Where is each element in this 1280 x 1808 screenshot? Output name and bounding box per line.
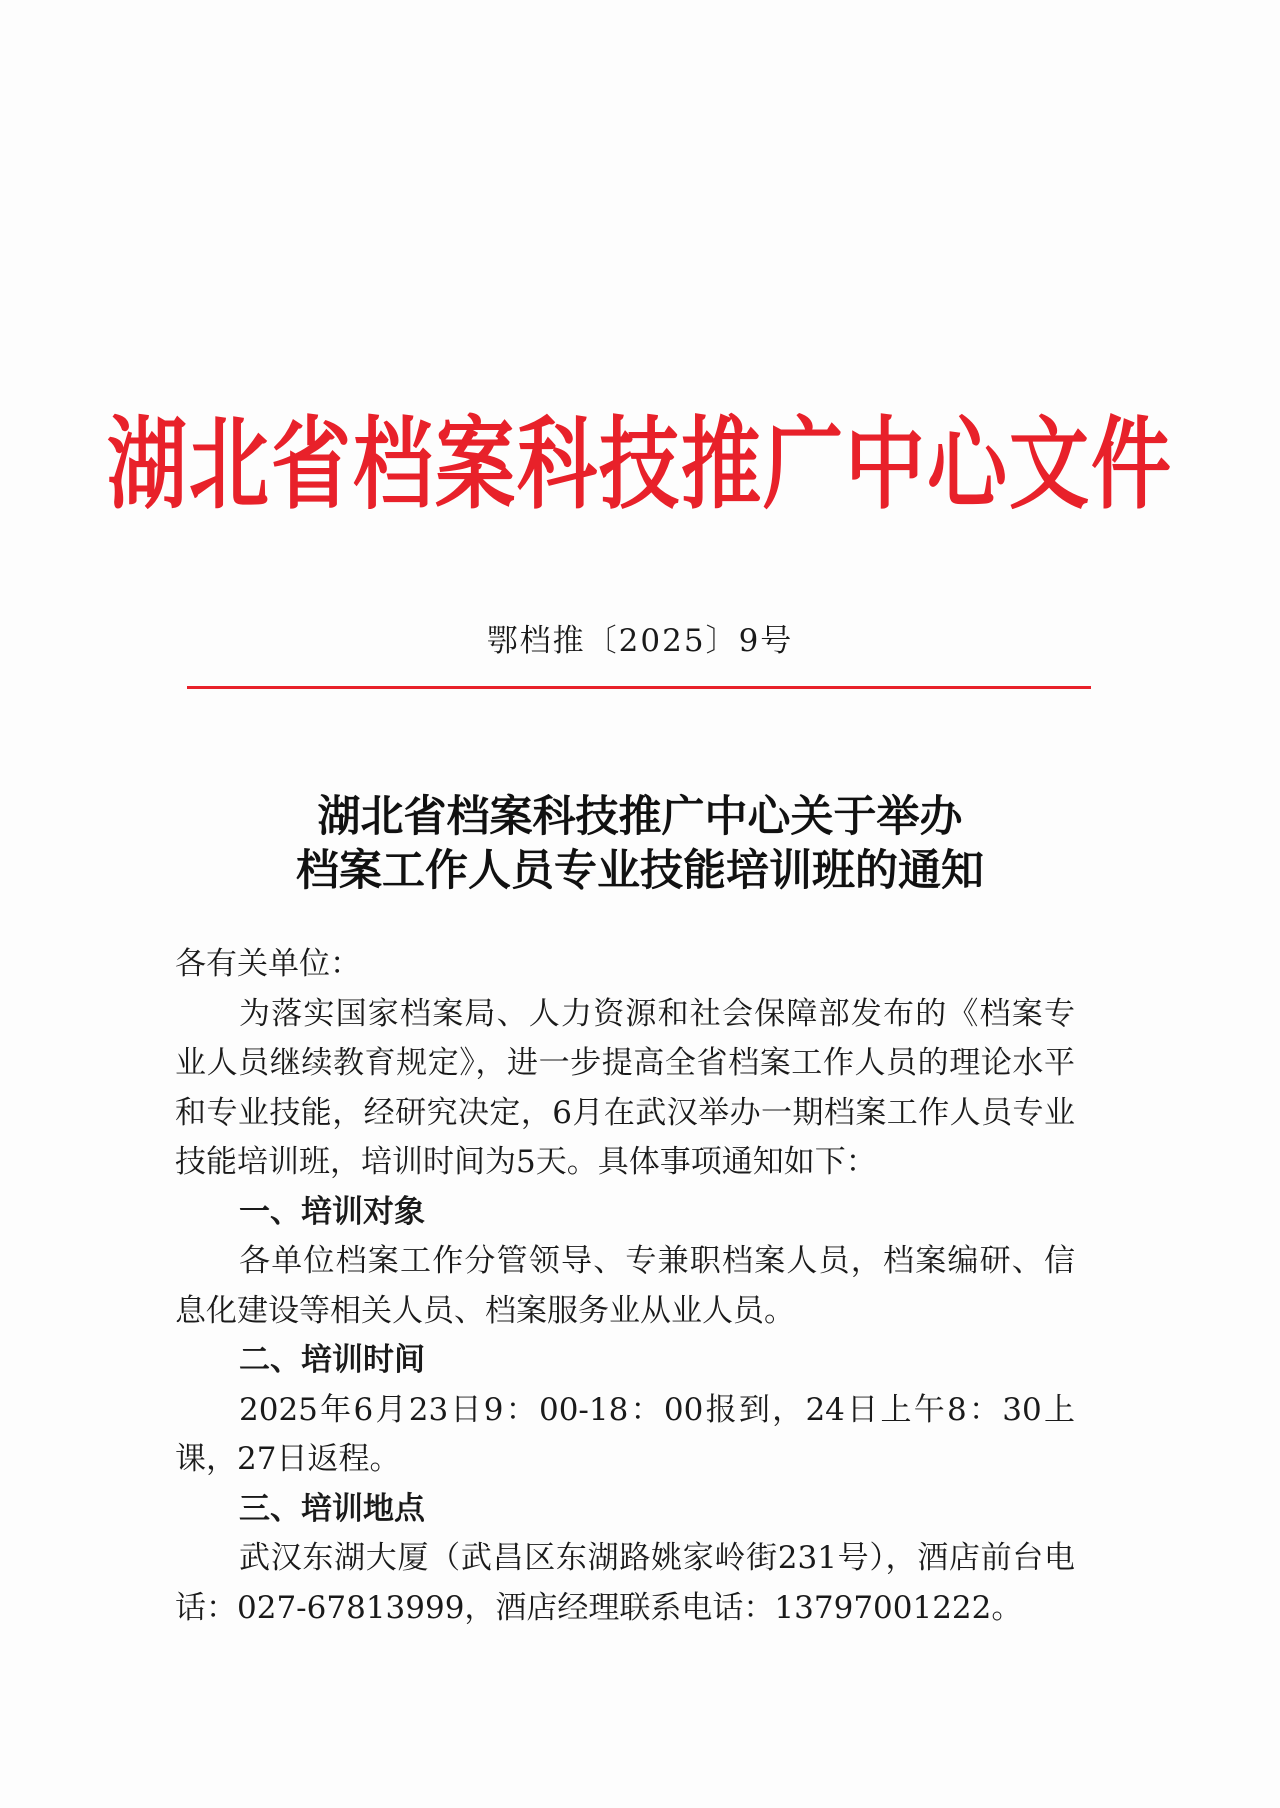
section-content-training-time: 2025年6月23日9：00-18：00报到，24日上午8：30上课，27日返程。 [175, 1391, 1075, 1477]
notice-title-line-2: 档案工作人员专业技能培训班的通知 [296, 846, 984, 896]
section-heading-training-time: 二、培训时间 [239, 1342, 425, 1378]
red-divider-line [187, 686, 1091, 689]
salutation: 各有关单位： [175, 946, 361, 982]
intro-paragraph: 为落实国家档案局、人力资源和社会保障部发布的《档案专业人员继续教育规定》，进一步提高全省档案工作人员的理论水平和专业技能，经研究决定，6月在武汉举办一期档案工作人员专业技能培训班，培训时间为5天。具体事项通知如下： [175, 995, 1075, 1180]
section-content-training-target: 各单位档案工作分管领导、专兼职档案人员，档案编研、信息化建设等相关人员、档案服务业从业人员。 [175, 1243, 1075, 1329]
section-content-training-location: 武汉东湖大厦（武昌区东湖路姚家岭街231号），酒店前台电话：027-67813999，酒店经理联系电话：13797001222。 [175, 1540, 1075, 1626]
section-heading-training-target: 一、培训对象 [239, 1193, 425, 1230]
document-number: 鄂档推〔2025〕9号 [486, 623, 794, 659]
notice-body [175, 940, 1075, 1633]
notice-title [0, 790, 1280, 898]
notice-title-line-1: 湖北省档案科技推广中心关于举办 [317, 792, 963, 842]
section-heading-training-location: 三、培训地点 [239, 1490, 425, 1527]
document-header-title: 湖北省档案科技推广中心文件 [107, 405, 1173, 523]
